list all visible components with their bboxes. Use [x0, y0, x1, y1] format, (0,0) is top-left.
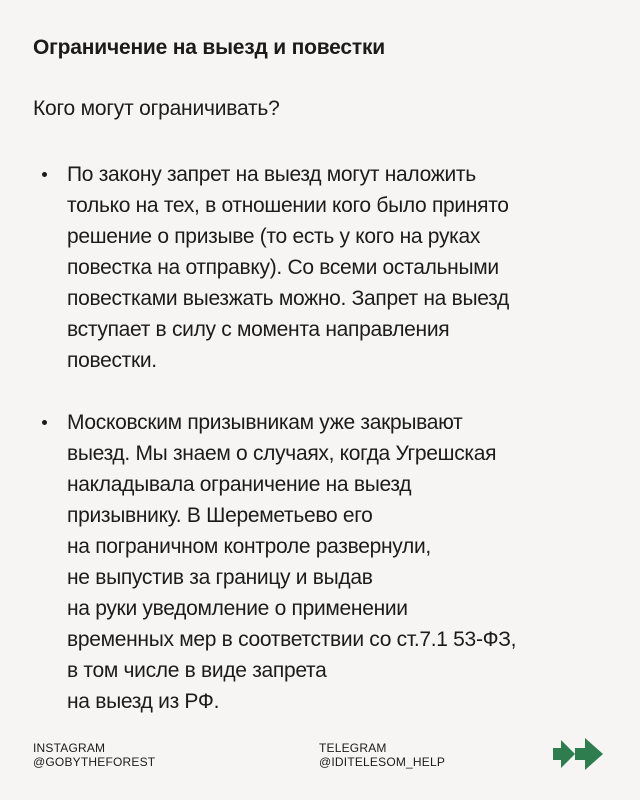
bullet-item-2	[42, 407, 622, 717]
bullet-line: По закону запрет на выезд могут наложить	[67, 163, 476, 186]
bullet-line: на пограничном контроле развернули,	[67, 535, 431, 558]
bullet-line: Московским призывникам уже закрывают	[67, 411, 463, 434]
bullet-line: в том числе в виде запрета	[67, 659, 327, 682]
bullet-line: вступает в силу с момента направления	[67, 318, 450, 341]
telegram-credit	[319, 741, 445, 769]
bullet-line: только на тех, в отношении кого было принято	[67, 194, 509, 217]
bullet-dot	[42, 172, 47, 177]
bullet-line: повестки.	[67, 349, 157, 372]
bullet-line: накладывала ограничение на выезд	[67, 473, 412, 496]
bullet-line: повестками выезжать можно. Запрет на выезд	[67, 287, 509, 310]
telegram-label: TELEGRAM	[319, 741, 387, 755]
arrow-left-shape	[553, 740, 575, 768]
double-arrow-right-icon[interactable]	[553, 736, 609, 772]
bullet-line: решение о призыве (то есть у кого на руках	[67, 225, 481, 248]
bullet-line: призывнику. В Шереметьево его	[67, 504, 373, 527]
section-question: Кого могут ограничивать?	[33, 97, 280, 120]
bullet-dot	[42, 420, 47, 425]
bullet-line: повестка на отправку). Со всеми остальными	[67, 256, 499, 279]
instagram-credit	[33, 741, 155, 769]
bullet-line: на выезд из РФ.	[67, 690, 220, 713]
arrow-right-shape	[575, 738, 603, 770]
instagram-handle[interactable]: @GOBYTHEFOREST	[33, 755, 156, 769]
bullet-line: на руки уведомление о применении	[67, 597, 408, 620]
bullet-list	[42, 159, 622, 748]
bullet-line: не выпустив за границу и выдав	[67, 566, 373, 589]
telegram-handle[interactable]: @IDITELESOM_HELP	[319, 755, 446, 769]
page-title: Ограничение на выезд и повестки	[33, 36, 385, 59]
bullet-item-1	[42, 159, 622, 376]
instagram-label: INSTAGRAM	[33, 741, 106, 755]
bullet-line: выезд. Мы знаем о случаях, когда Угрешская	[67, 442, 497, 465]
bullet-line: временных мер в соответствии со ст.7.1 53-ФЗ,	[67, 628, 517, 651]
